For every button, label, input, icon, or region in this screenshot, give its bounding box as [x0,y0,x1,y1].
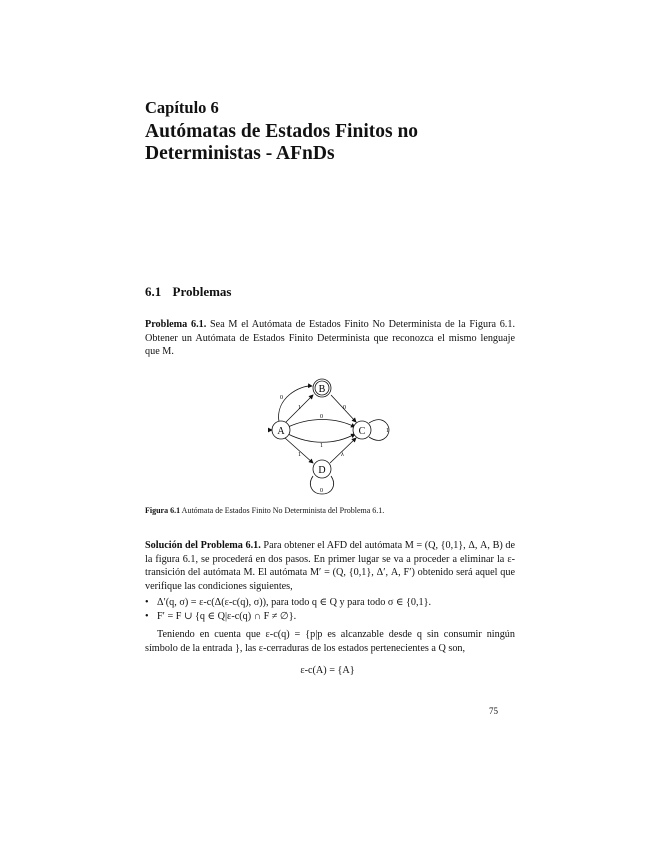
edge-a-c-upper [288,420,355,428]
equation: ε-c(A) = {A} [300,665,355,676]
state-label-a: A [277,426,285,437]
page-number: 75 [489,706,498,716]
condition-list [145,596,525,623]
figure-caption [145,506,384,515]
caption-text: Autómata de Estados Finito No Determinista del Problema 6.1. [181,506,385,515]
state-label-d: D [318,465,326,476]
edge-d-c [330,438,356,463]
chapter-title: Autómatas de Estados Finitos no Deterministas - AFnDs [145,121,419,164]
condition-item: • F′ = F ∪ {q ∈ Q|ε-c(q) ∩ F ≠ ∅}. [145,610,297,622]
label-a-d: 1 [298,452,301,458]
state-d [313,460,331,478]
label-a-c-lower: 1 [320,443,323,449]
state-label-c: C [358,426,366,437]
state-b [313,379,331,397]
chapter-label: Capítulo 6 [145,98,219,117]
solution-text: Para obtener el AFD del autómata M = (Q, {0,1}, Δ, A, B) de la figura 6.1, se procederá en dos pasos. En primer lugar se va a proceder a eliminar la ε-transición del autómata M. El autómata M′ = (Q, {0,1}, Δ′, A, F′) obtenido será aquel que verifique las condiciones siguientes, [145,540,516,592]
condition-text: Δ′(q, σ) = ε-c(Δ(ε-c(q), σ)), para todo q ∈ Q y para todo σ ∈ {0,1}. [157,597,432,608]
label-a-b-outer: 0 [280,395,283,401]
condition-text: F′ = F ∪ {q ∈ Q|ε-c(q) ∩ F ≠ ∅}. [157,610,297,622]
label-c-loop: 1 [386,428,389,434]
label-a-c-upper: 0 [320,414,323,420]
problem-statement [145,318,515,359]
automaton-diagram [255,373,405,499]
state-label-b: B [318,384,326,395]
section-heading [145,284,231,300]
label-a-b-inner: 1 [298,405,301,411]
label-d-c: λ [341,452,344,458]
closure-paragraph: Teniendo en cuenta que ε-c(q) = {p|p es alcanzable desde q sin consumir ningún símbolo de la entrada }, las ε-cerraduras de los estados pertenecientes a Q son, [145,629,515,654]
section-title: Problemas [172,284,232,299]
problem-label: Problema 6.1. [145,319,207,330]
section-number: 6.1 [145,284,162,299]
caption-label: Figura 6.1 [145,506,181,515]
solution-intro [145,539,515,593]
edge-a-d [285,438,313,463]
condition-item: • Δ′(q, σ) = ε-c(Δ(ε-c(q), σ)), para todo q ∈ Q y para todo σ ∈ {0,1}. [145,597,432,608]
edge-a-c-lower [288,434,355,442]
state-a [272,421,290,439]
edge-a-b-outer [279,386,312,422]
automaton-figure [255,373,405,499]
state-c [353,421,371,439]
label-d-loop: 0 [320,488,323,494]
problem-text: Sea M el Autómata de Estados Finito No Determinista de la Figura 6.1. Obtener un Autómata de Estados Finito Determinista que reconozca el mismo lenguaje que M. [145,319,515,358]
solution-label: Solución del Problema 6.1. [145,540,261,551]
label-b-c: 0 [343,405,346,411]
